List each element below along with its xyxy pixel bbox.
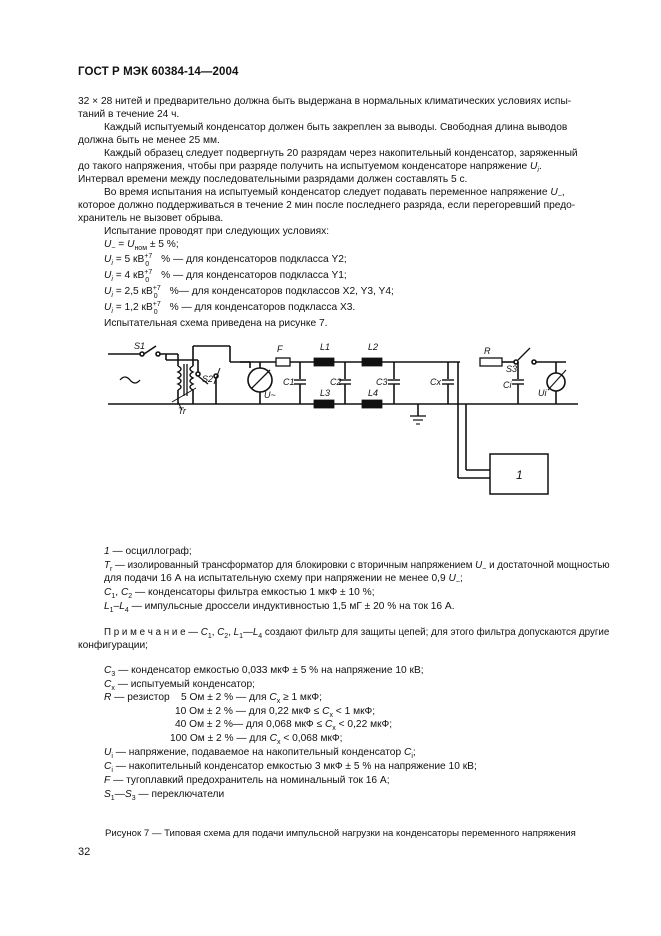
label-ui: Ui — [538, 388, 547, 398]
legend-item-10: $S_1—S_3$ — переключатели — [104, 789, 225, 803]
legend-item-9: F — тугоплавкий предохранитель на номинальный ток 16 А; — [104, 775, 390, 786]
legend-item-5: $C_3$ — конденсатор емкостью 0,033 мкФ ± 5 % на напряжение 10 кВ; — [104, 665, 424, 679]
label-c3: C3 — [376, 377, 388, 387]
inductor-l3 — [314, 400, 334, 408]
inductor-l4 — [362, 400, 382, 408]
label-l2: L2 — [368, 342, 379, 352]
label-s2: S2 — [202, 374, 214, 384]
resistor-r — [480, 358, 502, 366]
label-s1: S1 — [134, 341, 146, 351]
label-l3: L3 — [320, 388, 331, 398]
body-line-5: Каждый образец следует подвергнуть 20 разрядам через накопительный конденсатор, заряженный — [104, 148, 578, 159]
body-line-7: Интервал времени между последовательными разрядами должен составлять 5 с. — [78, 174, 468, 185]
transformer-tr — [172, 364, 196, 410]
condition-4: $U_i = 2,5$ кВ +7 0 %— для конденсаторов подклассов X2, Y3, Y4; — [104, 285, 394, 300]
legend-item-6: $C_x$ — испытуемый конденсатор; — [104, 679, 255, 693]
label-r: R — [484, 346, 491, 356]
label-l4: L4 — [368, 388, 379, 398]
note-line-2: конфигурации; — [78, 640, 149, 651]
label-f: F — [277, 344, 283, 354]
label-c1: C1 — [283, 377, 295, 387]
body-line-4: должна быть не менее 25 мм. — [78, 135, 220, 146]
circuit-diagram — [100, 332, 580, 507]
body-line-8: Во время испытания на испытуемый конденсатор следует подавать переменное напряжение $U_\sim$, — [104, 187, 565, 201]
resistor-row-4: 100 Ом ± 2 % — для $C_x < 0,068$ мкФ; — [170, 733, 343, 747]
body-line-1: 32 × 28 нитей и предварительно должна быть выдержана в нормальных климатических условиях испы- — [78, 96, 572, 107]
label-s3: S3 — [506, 364, 518, 374]
legend-resistor: R — резистор — [104, 692, 170, 703]
resistor-row-1: 5 Ом ± 2 % — для $C_x \ge 1$ мкФ; — [181, 692, 322, 706]
body-line-3: Каждый испытуемый конденсатор должен быть закреплен за выводы. Свободная длина выводов — [104, 122, 568, 133]
fuse-icon — [276, 358, 290, 366]
body-line-6: до такого напряжения, чтобы при разряде получить на испытуемом конденсаторе напряжение $U_i$. — [78, 161, 542, 175]
label-c2: C2 — [330, 377, 342, 387]
inductor-l1 — [314, 358, 334, 366]
inductor-l2 — [362, 358, 382, 366]
label-ci: Ci — [503, 380, 512, 390]
figure-caption: Рисунок 7 — Типовая схема для подачи импульсной нагрузки на конденсаторы переменного напряжения — [105, 828, 576, 839]
legend-item-2: $T_r$ — изолированный трансформатор для блокировки с вторичным напряжением $U_\sim$ и достаточной мощностью — [104, 560, 610, 573]
note-line-1: П р и м е ч а н и е — $C_1$, $C_2$, $L_1—L_4$ создают фильтр для защиты цепей; для этого фильтра допускаются другие — [104, 627, 610, 640]
label-l1: L1 — [320, 342, 331, 352]
label-u-meter: U~ — [264, 390, 276, 400]
legend-item-3: $C_1$, $C_2$ — конденсаторы фильтра емкостью 1 мкФ ± 10 %; — [104, 587, 375, 601]
body-line-10: хранитель не вызовет обрыва. — [78, 213, 224, 224]
condition-2: $U_i = 5$ кВ +7 0 % — для конденсаторов подкласса Y2; — [104, 253, 347, 268]
page-number: 32 — [78, 846, 91, 858]
body-line-2: таний в течение 24 ч. — [78, 109, 180, 120]
ac-source-icon — [120, 377, 140, 383]
body-line-9: которое должно поддерживаться в течение 2 мин после последнего разряда, если перегоревший предо- — [78, 200, 576, 211]
legend-item-1: 1 — осциллограф; — [104, 546, 192, 557]
legend-item-8: $C_i$ — накопительный конденсатор емкостью 3 мкФ ± 5 % на напряжение 10 кВ; — [104, 761, 477, 775]
legend-item-2b: для подачи 16 А на испытательную схему при напряжении не менее 0,9 $U_\sim$; — [104, 573, 463, 587]
label-tr: Tr — [178, 406, 186, 416]
body-line-11: Испытание проводят при следующих условиях: — [104, 226, 330, 237]
page-header: ГОСТ Р МЭК 60384-14—2004 — [78, 66, 239, 78]
label-cx: Cx — [430, 377, 441, 387]
resistor-row-3: 40 Ом ± 2 %— для 0,068 мкФ ≤ $C_x < 0,22$ мкФ; — [175, 719, 393, 733]
legend-item-7: $U_i$ — напряжение, подаваемое на накопительный конденсатор $C_i$; — [104, 747, 416, 761]
label-box: 1 — [516, 468, 523, 482]
condition-5: $U_i = 1,2$ кВ +7 0 % — для конденсаторов подкласса X3. — [104, 301, 356, 316]
legend-item-4: $L_1-L_4$ — импульсные дроссели индуктивностью 1,5 мГ ± 20 % на ток 16 А. — [104, 601, 455, 615]
resistor-row-2: 10 Ом ± 2 % — для 0,22 мкФ ≤ $C_x < 1$ мкФ; — [175, 706, 376, 720]
condition-1: $U_\sim = U_{ном} \pm 5$ %; — [104, 239, 179, 253]
body-line-12: Испытательная схема приведена на рисунке 7. — [104, 318, 328, 329]
condition-3: $U_i = 4$ кВ +7 0 % — для конденсаторов подкласса Y1; — [104, 269, 347, 284]
